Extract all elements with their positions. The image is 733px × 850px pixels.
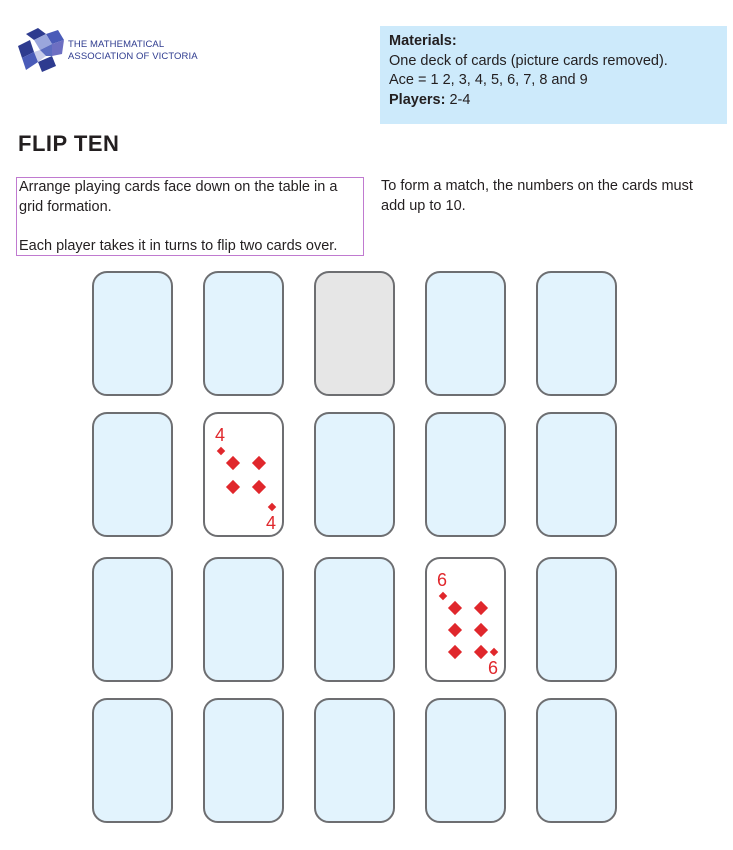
materials-line-2: Ace = 1 2, 3, 4, 5, 6, 7, 8 and 9 (389, 72, 588, 88)
card-face-down-r2-c5[interactable] (536, 412, 617, 537)
card-face-down-r2-c1[interactable] (92, 412, 173, 537)
card-face-down-r3-c2[interactable] (203, 557, 284, 682)
card-face-down-r3-c1[interactable] (92, 557, 173, 682)
instruction-arrange: Arrange playing cards face down on the table in a grid formation. (19, 179, 338, 215)
logo-wordmark (68, 39, 198, 62)
players-label: Players: (389, 91, 446, 108)
diamond-pip-icon (448, 601, 462, 615)
materials-line-1: One deck of cards (picture cards removed). (389, 52, 668, 69)
card-rank-top: 6 (437, 570, 448, 590)
logo-line-1: THE MATHEMATICAL (68, 39, 165, 50)
card-face-down-r4-c1[interactable] (92, 698, 173, 823)
card-face-down-r1-c1[interactable] (92, 271, 173, 396)
card-face-down-r4-c2[interactable] (203, 698, 284, 823)
card-face-down-r2-c4[interactable] (425, 412, 506, 537)
diamond-icon (268, 503, 276, 511)
card-face-down-r2-c3[interactable] (314, 412, 395, 537)
diamond-icon (217, 447, 225, 455)
instruction-flip: Each player takes it in turns to flip two cards over. (19, 237, 338, 254)
mav-logo (16, 26, 206, 74)
diamond-pip-icon (226, 456, 240, 470)
diamond-pip-icon (252, 480, 266, 494)
card-face-down-r4-c4[interactable] (425, 698, 506, 823)
card-face-down-r1-c4[interactable] (425, 271, 506, 396)
card-face-down-r3-c3[interactable] (314, 557, 395, 682)
diamond-icon (439, 592, 447, 600)
diamond-pip-icon (226, 480, 240, 494)
page-title: FLIP TEN (18, 131, 120, 156)
card-6-of-diamonds[interactable] (425, 557, 506, 682)
card-face-down-r1-c5[interactable] (536, 271, 617, 396)
card-rank-bottom: 4 (266, 513, 277, 533)
mav-logo-icon (16, 26, 66, 74)
materials-heading: Materials: (389, 33, 457, 49)
diamond-pip-icon (252, 456, 266, 470)
diamond-pip-icon (448, 645, 462, 659)
card-face-down-r1-c3[interactable] (314, 271, 395, 396)
diamond-pip-icon (474, 645, 488, 659)
players-line (389, 91, 718, 111)
players-value: 2-4 (449, 91, 471, 108)
materials-box (380, 26, 727, 124)
diamond-pip-icon (474, 623, 488, 637)
card-face-down-r4-c5[interactable] (536, 698, 617, 823)
instruction-match: To form a match, the numbers on the cards must add up to 10. (381, 178, 693, 214)
card-face-down-r3-c5[interactable] (536, 557, 617, 682)
logo-line-2: ASSOCIATION OF VICTORIA (68, 50, 198, 62)
diamond-icon (490, 648, 498, 656)
card-rank-top: 4 (215, 425, 226, 445)
diamond-pip-icon (448, 623, 462, 637)
card-face-down-r4-c3[interactable] (314, 698, 395, 823)
card-face-down-r1-c2[interactable] (203, 271, 284, 396)
card-4-of-diamonds[interactable] (203, 412, 284, 537)
instructions-left-box (16, 177, 364, 256)
card-rank-bottom: 6 (488, 658, 499, 678)
diamond-pip-icon (474, 601, 488, 615)
